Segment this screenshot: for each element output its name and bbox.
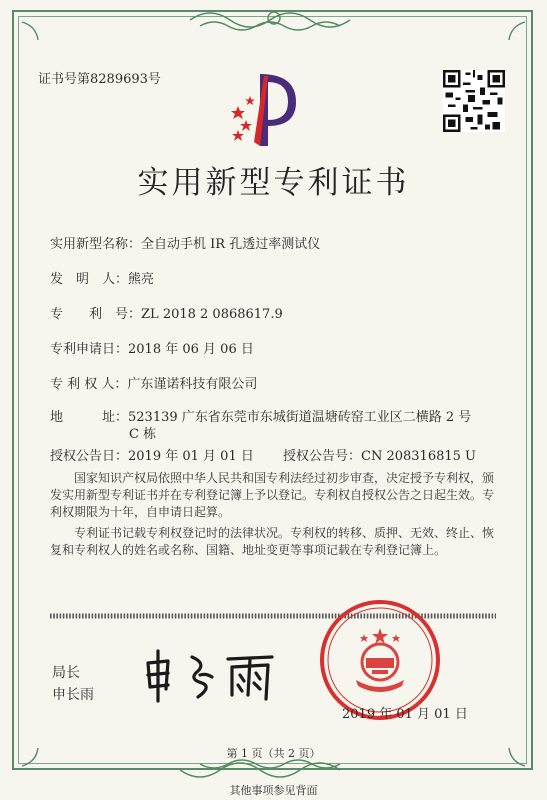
field-label: 专 利 号： xyxy=(50,307,142,322)
director-signature xyxy=(140,645,280,705)
field-value: 全自动手机 IR 孔透过率测试仪 xyxy=(141,237,321,252)
registration-paragraph: 专利证书记载专利权登记时的法律状况。专利权的转移、质押、无效、终止、恢复和专利权人的姓名或名称、国籍、地址变更等事项记载在专利登记簿上。 xyxy=(50,526,495,557)
field-value: 广东谨诺科技有限公司 xyxy=(127,377,258,392)
address-line-2: C 栋 xyxy=(129,427,157,442)
certificate-number: 证书号第8289693号 xyxy=(38,72,161,87)
field-value: 熊亮 xyxy=(128,272,155,287)
field-announcement-date xyxy=(50,445,254,464)
qr-code xyxy=(443,70,505,132)
field-value: 2018 年 06 月 06 日 xyxy=(128,342,254,357)
certificate-title: 实用新型专利证书 xyxy=(137,165,410,201)
field-label: 实用新型名称： xyxy=(50,237,142,252)
field-value: 2019 年 01 月 01 日 xyxy=(128,449,254,464)
field-label: 专 利 权 人： xyxy=(50,377,128,392)
field-application-date xyxy=(50,338,254,357)
address-line-1: 523139 广东省东莞市东城街道温塘砖窑工业区二横路 2 号 xyxy=(128,410,472,425)
patent-office-logo xyxy=(230,68,300,150)
field-address xyxy=(50,406,471,425)
director-title: 局长 xyxy=(52,665,80,681)
field-inventor xyxy=(50,268,154,287)
seal-date: 2019 年 01 月 01 日 xyxy=(342,707,468,722)
field-label: 授权公告号： xyxy=(283,449,362,464)
director-name: 申长雨 xyxy=(52,687,94,703)
field-value: CN 208316815 U xyxy=(361,449,476,464)
field-label: 地 址： xyxy=(50,410,129,425)
field-utility-model-name xyxy=(50,233,320,252)
field-value: ZL 2018 2 0868617.9 xyxy=(141,307,283,322)
grant-paragraph: 国家知识产权局依照中华人民共和国专利法经过初步审查，决定授予专利权，颁发实用新型专利证书并在专利登记簿上予以登记。专利权自授权公告之日起生效。专利权期限为十年，自申请日起算。 xyxy=(50,471,495,519)
back-note: 其他事项参见背面 xyxy=(229,784,318,797)
field-announcement-number xyxy=(283,445,476,464)
field-label: 专利申请日： xyxy=(50,342,129,357)
field-patentee xyxy=(50,373,257,392)
field-label: 授权公告日： xyxy=(50,449,129,464)
field-label: 发 明 人： xyxy=(50,272,129,287)
field-patent-number xyxy=(50,303,283,322)
page-number: 第 1 页（共 2 页） xyxy=(226,747,321,760)
